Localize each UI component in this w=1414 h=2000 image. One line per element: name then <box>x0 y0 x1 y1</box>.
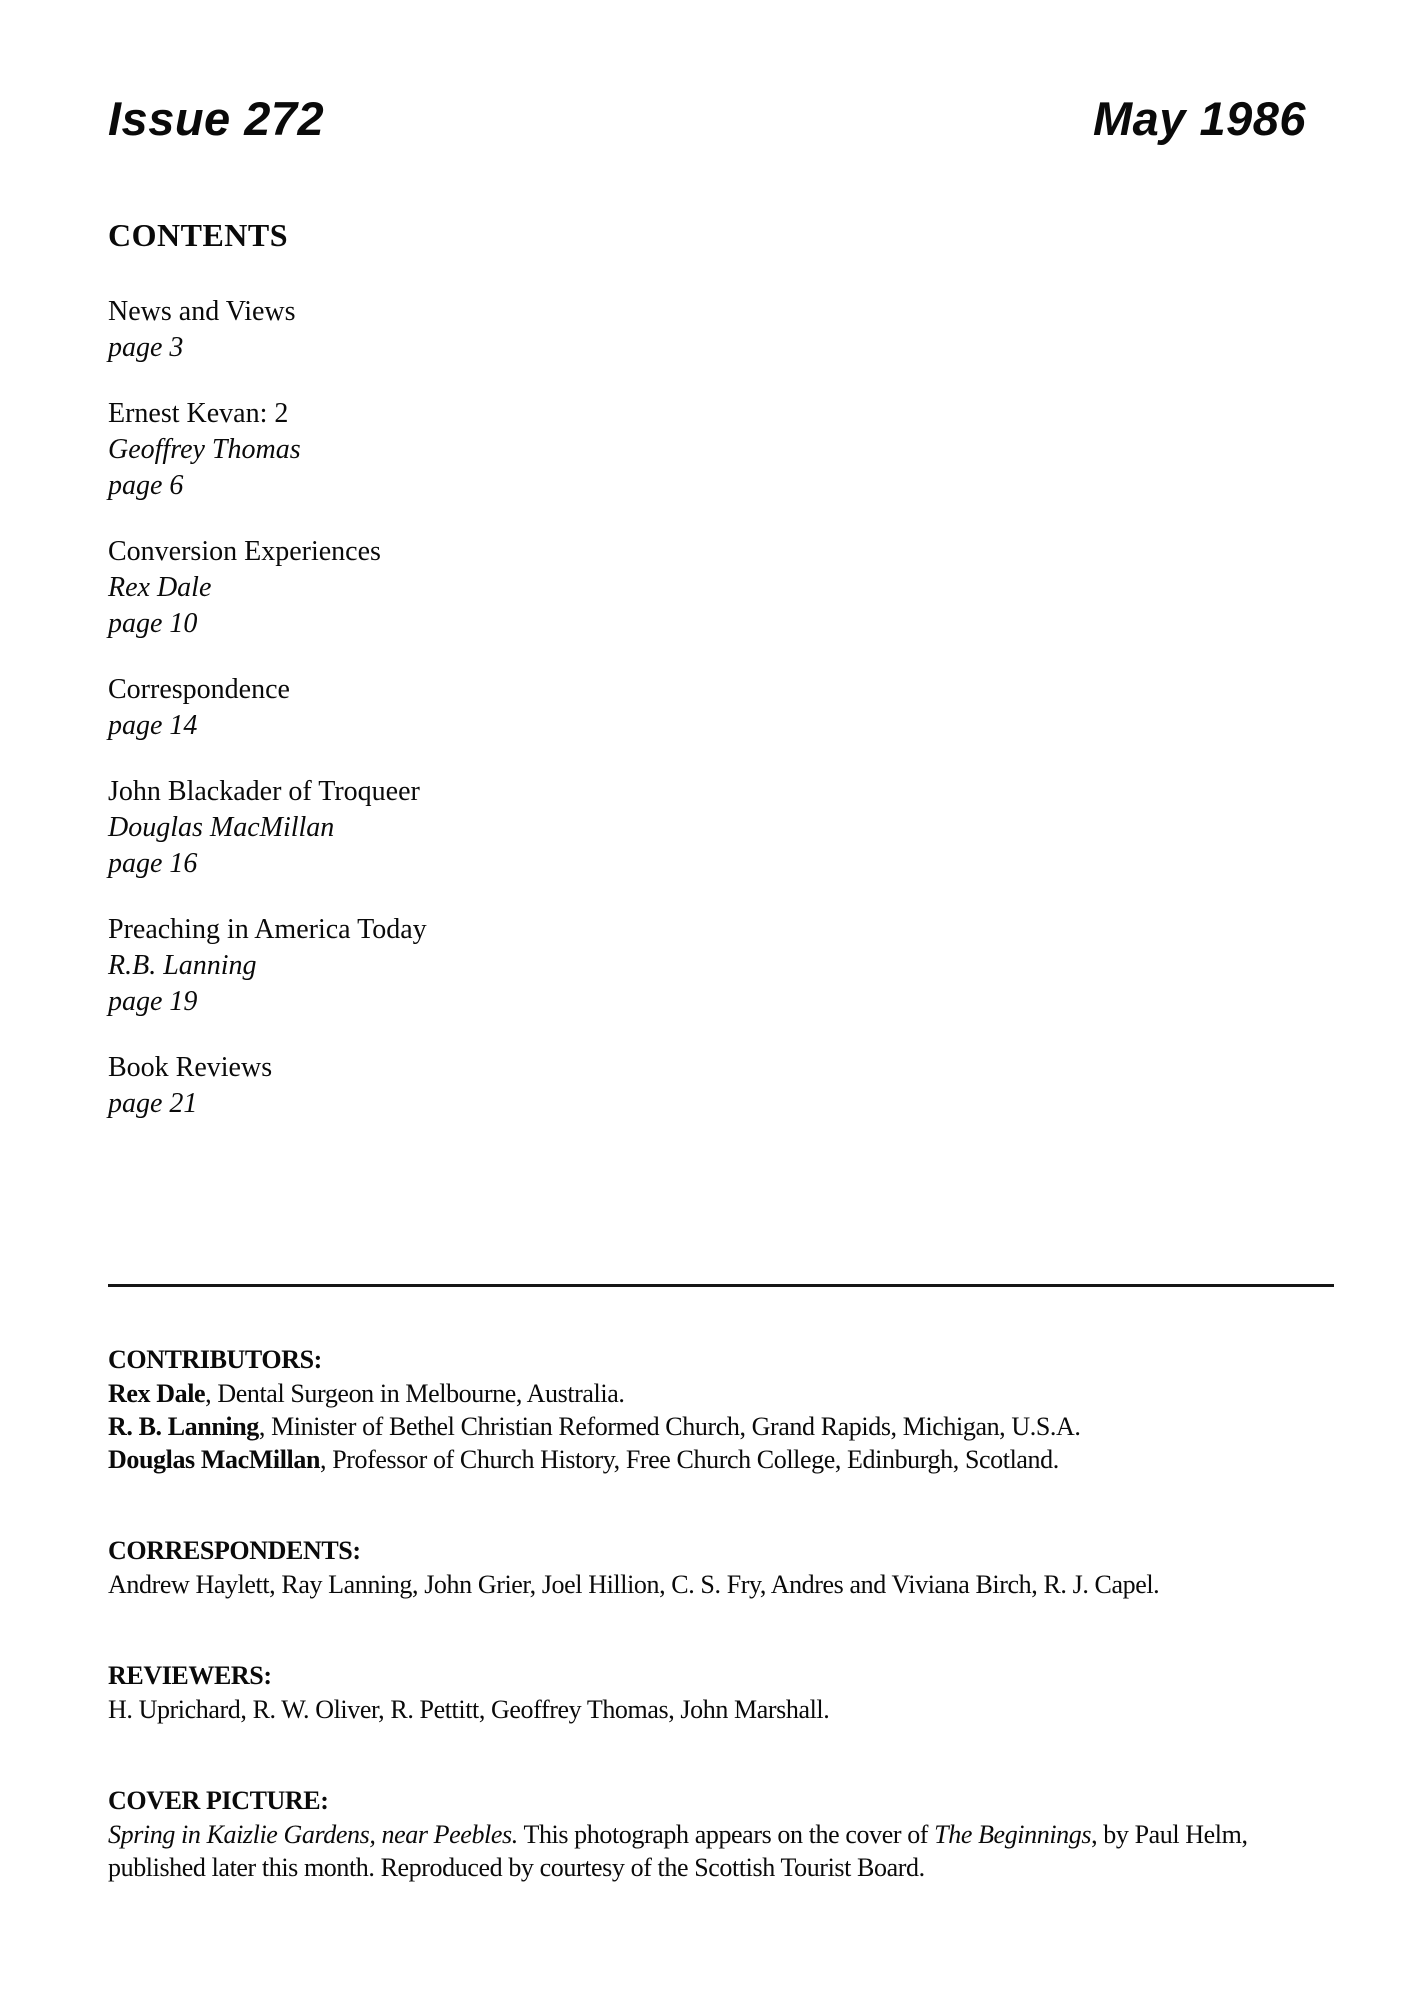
toc-entry <box>108 294 1306 366</box>
cover-picture-caption: Spring in Kaizlie Gardens, near Peebles. <box>108 1820 518 1849</box>
toc-entry-title: Conversion Experiences <box>108 536 381 567</box>
toc-entry-title: Ernest Kevan: 2 <box>108 398 289 429</box>
cover-picture-book-title: The Beginnings <box>934 1820 1092 1849</box>
correspondents-names: Andrew Haylett, Ray Lanning, John Grier, Joel Hillion, C. S. Fry, Andres and Viviana Birch, R. J. Capel. <box>108 1570 1160 1599</box>
toc-entry-title: Preaching in America Today <box>108 914 427 945</box>
cover-picture-mid: This photograph appears on the cover of <box>517 1820 935 1849</box>
cover-picture-heading: COVER PICTURE: <box>108 1786 329 1815</box>
contributor-name: Rex Dale <box>108 1379 206 1408</box>
toc-entry <box>108 534 1306 642</box>
cover-picture-text <box>108 1818 1306 1884</box>
contributors-heading: CONTRIBUTORS: <box>108 1345 322 1374</box>
toc-entry <box>108 912 1306 1020</box>
contributor-line <box>108 1443 1306 1476</box>
toc-entry-author: Rex Dale <box>108 572 212 603</box>
contents-heading: CONTENTS <box>108 217 289 253</box>
issue-date: May 1986 <box>1092 92 1306 145</box>
toc-entry-page: page 10 <box>108 608 198 639</box>
toc-entry-author: Geoffrey Thomas <box>108 434 301 465</box>
toc-entry-author: Douglas MacMillan <box>108 812 335 843</box>
toc-entry-title: News and Views <box>108 296 296 327</box>
cover-picture-tail: , by Paul Helm, published later this month. Reproduced by courtesy of the Scottish Tourist Board. <box>108 1820 1248 1882</box>
table-of-contents <box>108 294 1306 1122</box>
toc-entry-page: page 21 <box>108 1088 198 1119</box>
masthead <box>108 92 1306 146</box>
toc-entry-title: Book Reviews <box>108 1052 273 1083</box>
contributor-description: , Minister of Bethel Christian Reformed Church, Grand Rapids, Michigan, U.S.A. <box>258 1412 1081 1441</box>
toc-entry-page: page 16 <box>108 848 198 879</box>
horizontal-rule <box>108 1284 1334 1287</box>
contributor-line <box>108 1410 1306 1443</box>
toc-entry <box>108 774 1306 882</box>
contributor-description: , Professor of Church History, Free Church College, Edinburgh, Scotland. <box>320 1445 1059 1474</box>
reviewers-heading: REVIEWERS: <box>108 1661 272 1690</box>
toc-entry-page: page 3 <box>108 332 184 363</box>
toc-entry-author: R.B. Lanning <box>108 950 257 981</box>
toc-entry <box>108 1050 1306 1122</box>
toc-entry <box>108 396 1306 504</box>
reviewers-names: H. Uprichard, R. W. Oliver, R. Pettitt, Geoffrey Thomas, John Marshall. <box>108 1695 830 1724</box>
toc-entry-page: page 14 <box>108 710 198 741</box>
correspondents-section <box>108 1534 1306 1601</box>
toc-entry-title: Correspondence <box>108 674 290 705</box>
correspondents-heading: CORRESPONDENTS: <box>108 1536 361 1565</box>
reviewers-section <box>108 1659 1306 1726</box>
cover-picture-section <box>108 1784 1306 1884</box>
contributor-name: Douglas MacMillan <box>108 1445 321 1474</box>
issue-number: Issue 272 <box>108 92 325 145</box>
toc-entry <box>108 672 1306 744</box>
contributor-name: R. B. Lanning <box>108 1412 259 1441</box>
toc-entry-page: page 19 <box>108 986 198 1017</box>
toc-entry-page: page 6 <box>108 470 184 501</box>
contributors-section <box>108 1343 1306 1476</box>
contributor-description: , Dental Surgeon in Melbourne, Australia. <box>205 1379 625 1408</box>
contributor-line <box>108 1377 1306 1410</box>
toc-entry-title: John Blackader of Troqueer <box>108 776 420 807</box>
